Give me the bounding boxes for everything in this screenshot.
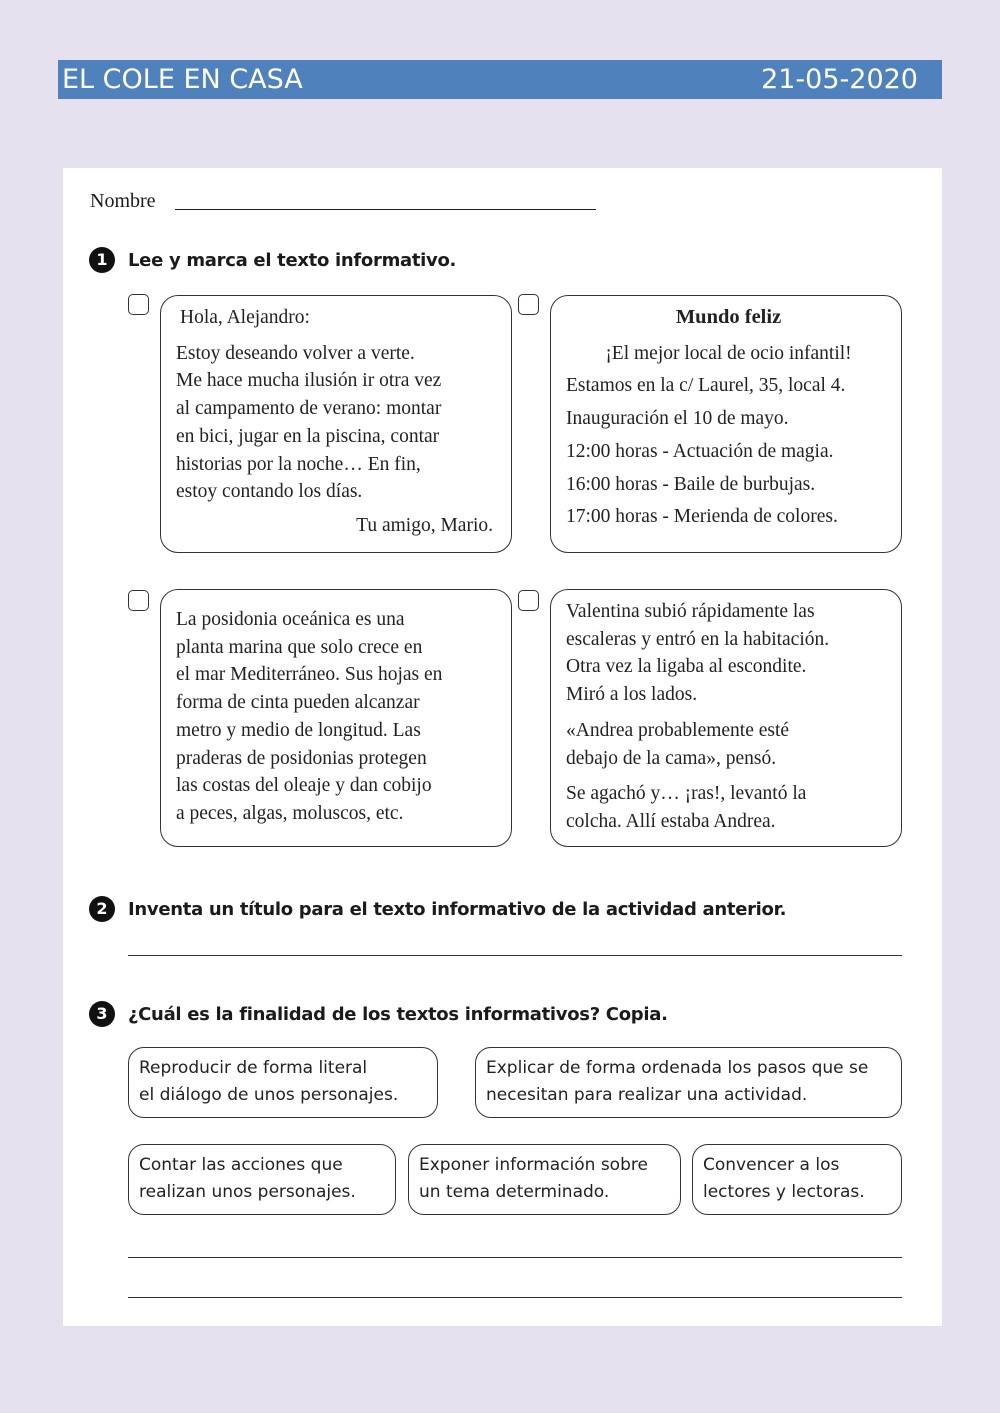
option-box bbox=[128, 1144, 396, 1215]
header-date: 21-05-2020 bbox=[761, 64, 918, 95]
question-2-instruction: Inventa un título para el texto informativo de la actividad anterior. bbox=[128, 899, 787, 920]
option-box bbox=[692, 1144, 902, 1215]
option-box bbox=[408, 1144, 681, 1215]
worksheet bbox=[63, 168, 942, 1326]
narrative-line: Miró a los lados. bbox=[566, 684, 698, 706]
narrative-line: «Andrea probablemente esté bbox=[566, 719, 790, 741]
informative-line: a peces, algas, moluscos, etc. bbox=[176, 802, 404, 824]
card-3-checkbox[interactable] bbox=[128, 590, 149, 611]
option-line: un tema determinado. bbox=[419, 1181, 610, 1202]
poster-title: Mundo feliz bbox=[675, 306, 782, 328]
poster-line: Inauguración el 10 de mayo. bbox=[566, 408, 789, 430]
option-line: lectores y lectoras. bbox=[703, 1181, 865, 1202]
option-box bbox=[475, 1047, 902, 1118]
question-2-number: 2 bbox=[89, 896, 115, 922]
card-4-checkbox[interactable] bbox=[518, 590, 539, 611]
poster-line: Estamos en la c/ Laurel, 35, local 4. bbox=[566, 375, 846, 397]
answer-line[interactable] bbox=[128, 955, 902, 956]
narrative-line: colcha. Allí estaba Andrea. bbox=[566, 810, 776, 832]
letter-line: al campamento de verano: montar bbox=[176, 398, 442, 420]
poster-subtitle: ¡El mejor local de ocio infantil! bbox=[605, 342, 852, 364]
narrative-line: debajo de la cama», pensó. bbox=[566, 747, 777, 769]
letter-line: estoy contando los días. bbox=[176, 481, 363, 503]
header-title: EL COLE EN CASA bbox=[62, 64, 303, 95]
informative-line: planta marina que solo crece en bbox=[176, 636, 423, 658]
question-3-number: 3 bbox=[89, 1001, 115, 1027]
text-card-poster bbox=[550, 295, 902, 553]
option-line: necesitan para realizar una actividad. bbox=[486, 1084, 808, 1105]
option-line: Contar las acciones que bbox=[139, 1155, 343, 1175]
informative-line: metro y medio de longitud. Las bbox=[176, 719, 421, 741]
question-1-number: 1 bbox=[89, 247, 115, 273]
poster-line: 16:00 horas - Baile de burbujas. bbox=[566, 473, 816, 495]
option-line: realizan unos personajes. bbox=[139, 1181, 356, 1202]
question-1-instruction: Lee y marca el texto informativo. bbox=[128, 250, 457, 271]
letter-line: Me hace mucha ilusión ir otra vez bbox=[176, 370, 442, 392]
text-card-narrative bbox=[550, 589, 902, 847]
narrative-paragraph bbox=[566, 780, 893, 835]
name-input-line[interactable] bbox=[175, 209, 596, 210]
answer-line[interactable] bbox=[128, 1257, 902, 1258]
letter-greeting: Hola, Alejandro: bbox=[180, 307, 310, 328]
option-line: el diálogo de unos personajes. bbox=[139, 1084, 399, 1105]
letter-signature: Tu amigo, Mario. bbox=[356, 514, 493, 536]
answer-line[interactable] bbox=[128, 1297, 902, 1298]
question-3-instruction: ¿Cuál es la finalidad de los textos informativos? Copia. bbox=[128, 1004, 668, 1025]
narrative-line: Otra vez la ligaba al escondite. bbox=[566, 656, 807, 678]
option-line: Explicar de forma ordenada los pasos que se bbox=[486, 1058, 869, 1078]
narrative-line: escaleras y entró en la habitación. bbox=[566, 628, 830, 650]
option-box bbox=[128, 1047, 438, 1118]
informative-line: las costas del oleaje y dan cobijo bbox=[176, 775, 432, 797]
letter-line: Estoy deseando volver a verte. bbox=[176, 342, 415, 364]
narrative-paragraph bbox=[566, 598, 893, 709]
poster-line: 12:00 horas - Actuación de magia. bbox=[566, 440, 834, 462]
narrative-paragraph bbox=[566, 717, 893, 772]
letter-line: historias por la noche… En fin, bbox=[176, 453, 421, 475]
narrative-line: Valentina subió rápidamente las bbox=[566, 601, 815, 622]
letter-line: en bici, jugar en la piscina, contar bbox=[176, 425, 440, 447]
option-line: Reproducir de forma literal bbox=[139, 1058, 368, 1078]
name-label: Nombre bbox=[90, 190, 156, 212]
informative-line: La posidonia oceánica es una bbox=[176, 609, 405, 630]
card-1-checkbox[interactable] bbox=[128, 294, 149, 315]
text-card-informative bbox=[160, 589, 512, 847]
informative-line: el mar Mediterráneo. Sus hojas en bbox=[176, 664, 443, 686]
informative-line: praderas de posidonias protegen bbox=[176, 747, 427, 769]
header-banner bbox=[58, 60, 942, 99]
narrative-line: Se agachó y… ¡ras!, levantó la bbox=[566, 783, 807, 805]
text-card-letter bbox=[160, 295, 512, 553]
option-line: Convencer a los bbox=[703, 1155, 840, 1175]
option-line: Exponer información sobre bbox=[419, 1155, 648, 1175]
card-2-checkbox[interactable] bbox=[518, 294, 539, 315]
informative-line: forma de cinta pueden alcanzar bbox=[176, 692, 420, 714]
poster-line: 17:00 horas - Merienda de colores. bbox=[566, 506, 838, 528]
